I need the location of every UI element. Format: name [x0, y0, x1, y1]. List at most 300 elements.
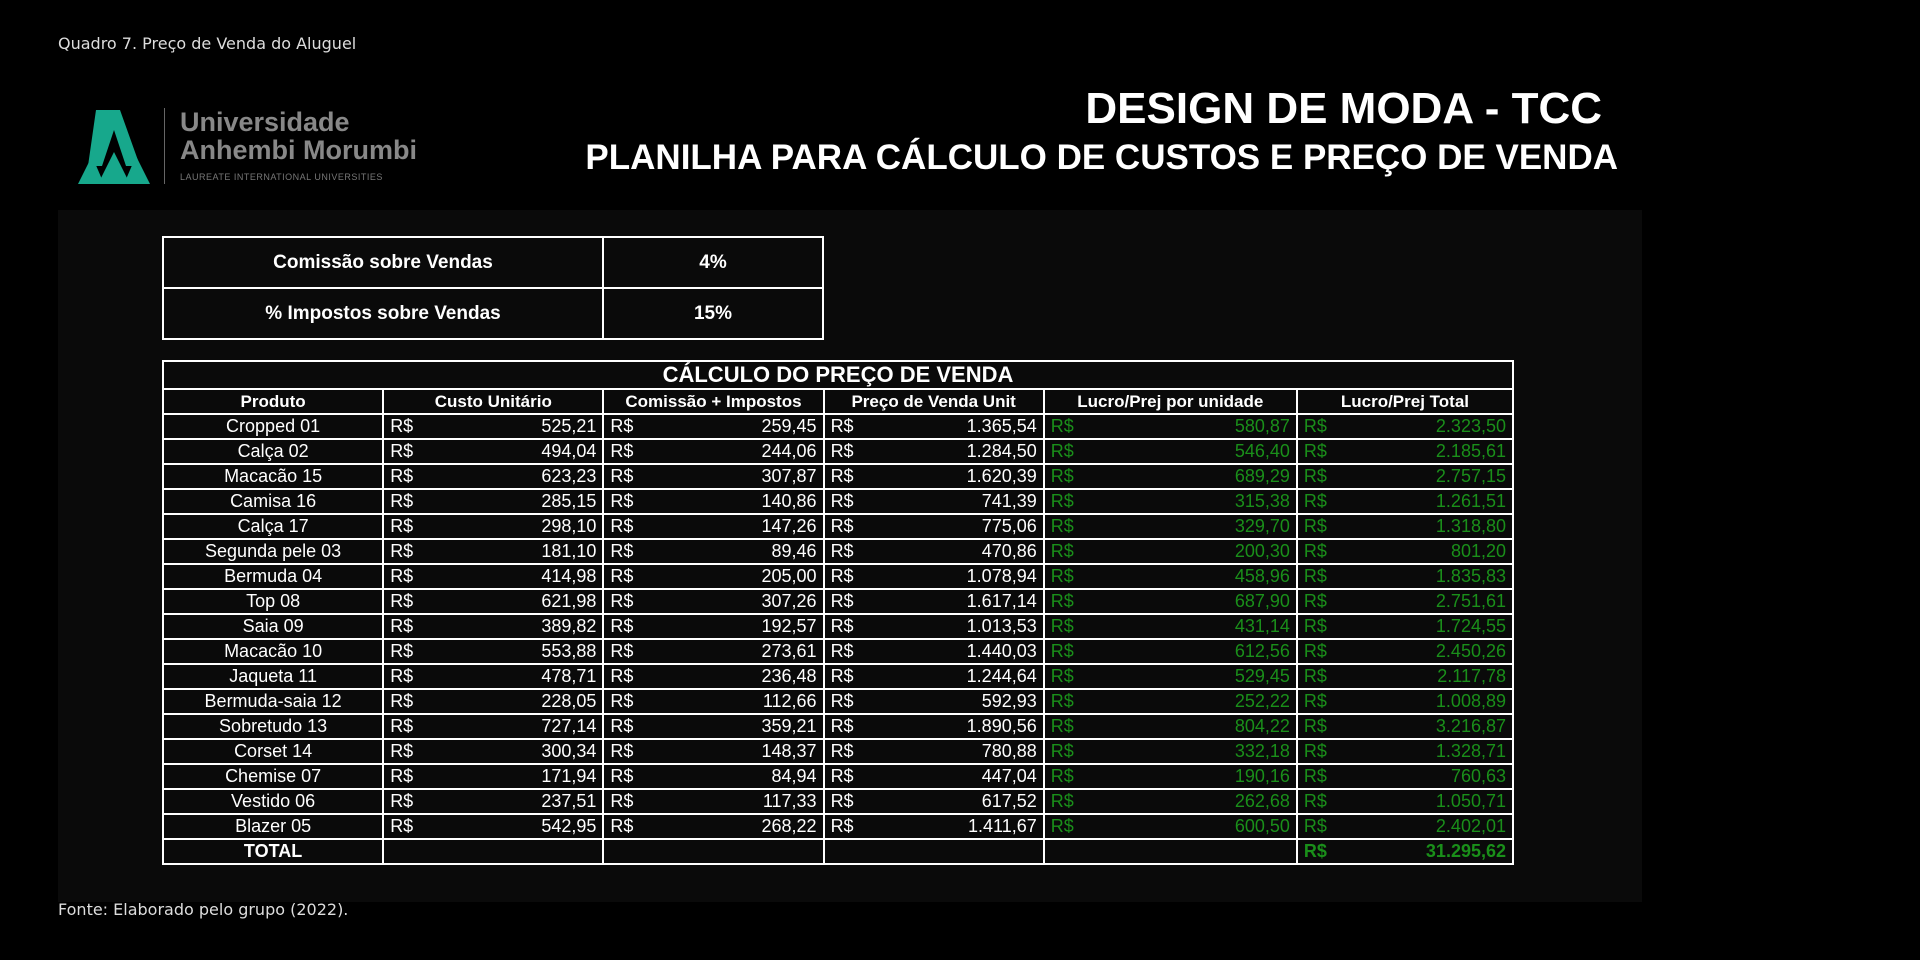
- currency-symbol: R$: [1303, 491, 1327, 511]
- currency-symbol: R$: [830, 591, 854, 611]
- currency-symbol: R$: [1050, 416, 1074, 436]
- table-title: CÁLCULO DO PREÇO DE VENDA: [163, 361, 1513, 389]
- currency-symbol: R$: [1303, 416, 1327, 436]
- amount: 1.365,54: [966, 416, 1037, 436]
- header-lucro-total: Lucro/Prej Total: [1297, 389, 1513, 414]
- amount: 1.261,51: [1435, 491, 1506, 511]
- amount: 117,33: [762, 791, 817, 811]
- product-name: Corset 14: [163, 739, 383, 764]
- amount: 689,29: [1234, 466, 1290, 486]
- currency-symbol: R$: [610, 791, 634, 811]
- custo-unitario-cell: [383, 414, 603, 439]
- currency-symbol: R$: [390, 491, 414, 511]
- comissao-impostos-cell: [603, 764, 823, 789]
- amount: 780,88: [981, 741, 1037, 761]
- product-name: Cropped 01: [163, 414, 383, 439]
- amount: 1.835,83: [1435, 566, 1506, 586]
- amount: 431,14: [1234, 616, 1290, 636]
- amount: 285,15: [541, 491, 597, 511]
- currency-symbol: R$: [610, 816, 634, 836]
- currency-symbol: R$: [1050, 741, 1074, 761]
- header-produto: Produto: [163, 389, 383, 414]
- preco-venda-cell: [824, 664, 1044, 689]
- amount: 621,98: [541, 591, 597, 611]
- amount: 389,82: [541, 616, 597, 636]
- amount: 298,10: [541, 516, 597, 536]
- amount: 1.620,39: [966, 466, 1037, 486]
- currency-symbol: R$: [390, 566, 414, 586]
- amount: 300,34: [541, 741, 597, 761]
- lucro-total-cell: [1297, 639, 1513, 664]
- custo-unitario-cell: [383, 739, 603, 764]
- currency-symbol: R$: [1303, 591, 1327, 611]
- currency-symbol: R$: [830, 741, 854, 761]
- product-name: Segunda pele 03: [163, 539, 383, 564]
- product-name: Jaqueta 11: [163, 664, 383, 689]
- parameters-table: [162, 236, 824, 340]
- currency-symbol: R$: [1303, 741, 1327, 761]
- amount: 2.402,01: [1435, 816, 1506, 836]
- currency-symbol: R$: [1303, 791, 1327, 811]
- product-name: Sobretudo 13: [163, 714, 383, 739]
- currency-symbol: R$: [1050, 591, 1074, 611]
- currency-symbol: R$: [390, 416, 414, 436]
- currency-symbol: R$: [1303, 516, 1327, 536]
- currency-symbol: R$: [610, 441, 634, 461]
- price-calculation-table: [162, 360, 1514, 865]
- currency-symbol: R$: [1303, 616, 1327, 636]
- currency-symbol: R$: [1303, 641, 1327, 661]
- amount: 1.328,71: [1435, 741, 1506, 761]
- preco-venda-cell: [824, 464, 1044, 489]
- amount: 307,87: [761, 466, 817, 486]
- product-name: Saia 09: [163, 614, 383, 639]
- currency-symbol: R$: [610, 741, 634, 761]
- table-row: [163, 764, 1513, 789]
- amount: 2.117,78: [1437, 666, 1506, 686]
- custo-unitario-cell: [383, 664, 603, 689]
- currency-symbol: R$: [1050, 666, 1074, 686]
- currency-symbol: R$: [1050, 541, 1074, 561]
- amount: 148,37: [761, 741, 817, 761]
- amount: 190,16: [1234, 766, 1290, 786]
- total-empty-cell: [603, 839, 823, 864]
- amount: 268,22: [761, 816, 817, 836]
- currency-symbol: R$: [1303, 666, 1327, 686]
- product-name: Macacão 10: [163, 639, 383, 664]
- total-label: TOTAL: [163, 839, 383, 864]
- amount: 2.757,15: [1435, 466, 1506, 486]
- currency-symbol: R$: [390, 766, 414, 786]
- table-row: [163, 639, 1513, 664]
- figure-caption: Quadro 7. Preço de Venda do Aluguel: [58, 34, 357, 53]
- amount: 1.724,55: [1435, 616, 1506, 636]
- currency-symbol: R$: [390, 791, 414, 811]
- comissao-impostos-cell: [603, 514, 823, 539]
- preco-venda-cell: [824, 689, 1044, 714]
- currency-symbol: R$: [1303, 541, 1327, 561]
- currency-symbol: R$: [610, 641, 634, 661]
- amount: 2.185,61: [1435, 441, 1506, 461]
- custo-unitario-cell: [383, 589, 603, 614]
- lucro-unidade-cell: [1044, 514, 1297, 539]
- custo-unitario-cell: [383, 514, 603, 539]
- lucro-total-cell: [1297, 789, 1513, 814]
- custo-unitario-cell: [383, 539, 603, 564]
- currency-symbol: R$: [1050, 816, 1074, 836]
- param-row: [163, 237, 823, 288]
- spreadsheet-panel: [58, 210, 1642, 902]
- currency-symbol: R$: [830, 641, 854, 661]
- header-row: [163, 389, 1513, 414]
- amount: 458,96: [1234, 566, 1290, 586]
- lucro-total-cell: [1297, 514, 1513, 539]
- table-row: [163, 789, 1513, 814]
- custo-unitario-cell: [383, 764, 603, 789]
- custo-unitario-cell: [383, 564, 603, 589]
- amount: 252,22: [1234, 691, 1290, 711]
- logo-divider: [164, 108, 165, 184]
- product-name: Camisa 16: [163, 489, 383, 514]
- amount: 1.008,89: [1435, 691, 1506, 711]
- university-logo: [78, 108, 438, 188]
- header-lucro-unidade: Lucro/Prej por unidade: [1044, 389, 1297, 414]
- amount: 617,52: [981, 791, 1037, 811]
- lucro-unidade-cell: [1044, 614, 1297, 639]
- custo-unitario-cell: [383, 489, 603, 514]
- comissao-impostos-cell: [603, 414, 823, 439]
- amount: 237,51: [541, 791, 597, 811]
- custo-unitario-cell: [383, 814, 603, 839]
- lucro-total-cell: [1297, 564, 1513, 589]
- lucro-total-cell: [1297, 739, 1513, 764]
- source-note: Fonte: Elaborado pelo grupo (2022).: [58, 900, 349, 919]
- preco-venda-cell: [824, 589, 1044, 614]
- custo-unitario-cell: [383, 614, 603, 639]
- amount: 529,45: [1234, 666, 1290, 686]
- currency-symbol: R$: [1303, 466, 1327, 486]
- preco-venda-cell: [824, 514, 1044, 539]
- amount: 262,68: [1234, 791, 1290, 811]
- currency-symbol: R$: [830, 516, 854, 536]
- lucro-unidade-cell: [1044, 589, 1297, 614]
- lucro-unidade-cell: [1044, 664, 1297, 689]
- preco-venda-cell: [824, 539, 1044, 564]
- currency-symbol: R$: [390, 691, 414, 711]
- lucro-unidade-cell: [1044, 439, 1297, 464]
- currency-symbol: R$: [830, 666, 854, 686]
- product-name: Bermuda 04: [163, 564, 383, 589]
- comissao-impostos-cell: [603, 689, 823, 714]
- amount: 89,46: [771, 541, 817, 561]
- currency-symbol: R$: [610, 591, 634, 611]
- param-label: % Impostos sobre Vendas: [163, 288, 603, 339]
- currency-symbol: R$: [1050, 491, 1074, 511]
- product-name: Top 08: [163, 589, 383, 614]
- currency-symbol: R$: [1050, 516, 1074, 536]
- amount: 1.890,56: [966, 716, 1037, 736]
- currency-symbol: R$: [610, 766, 634, 786]
- table-row: [163, 539, 1513, 564]
- comissao-impostos-cell: [603, 539, 823, 564]
- currency-symbol: R$: [610, 516, 634, 536]
- amount: 359,21: [761, 716, 817, 736]
- comissao-impostos-cell: [603, 789, 823, 814]
- amount: 315,38: [1234, 491, 1290, 511]
- amount: 414,98: [541, 566, 597, 586]
- currency-symbol: R$: [390, 591, 414, 611]
- preco-venda-cell: [824, 789, 1044, 814]
- amount: 307,26: [761, 591, 817, 611]
- table-row: [163, 589, 1513, 614]
- custo-unitario-cell: [383, 639, 603, 664]
- currency-symbol: R$: [830, 491, 854, 511]
- amount: 525,21: [541, 416, 597, 436]
- comissao-impostos-cell: [603, 439, 823, 464]
- lucro-total-cell: [1297, 464, 1513, 489]
- table-row: [163, 614, 1513, 639]
- comissao-impostos-cell: [603, 464, 823, 489]
- lucro-total-cell: [1297, 439, 1513, 464]
- amount: 2.751,61: [1435, 591, 1506, 611]
- currency-symbol: R$: [830, 616, 854, 636]
- currency-symbol: R$: [610, 541, 634, 561]
- logo-line1: Universidade: [180, 107, 350, 137]
- lucro-unidade-cell: [1044, 564, 1297, 589]
- amount: 592,93: [981, 691, 1037, 711]
- amount: 236,48: [761, 666, 817, 686]
- lucro-unidade-cell: [1044, 639, 1297, 664]
- amount: 1.050,71: [1435, 791, 1506, 811]
- amount: 228,05: [541, 691, 597, 711]
- currency-symbol: R$: [1303, 691, 1327, 711]
- lucro-total-cell: [1297, 539, 1513, 564]
- amount: 84,94: [771, 766, 817, 786]
- amount: 259,45: [761, 416, 817, 436]
- currency-symbol: R$: [610, 716, 634, 736]
- header-preco-venda: Preço de Venda Unit: [824, 389, 1044, 414]
- preco-venda-cell: [824, 439, 1044, 464]
- currency-symbol: R$: [1303, 716, 1327, 736]
- currency-symbol: R$: [610, 416, 634, 436]
- comissao-impostos-cell: [603, 639, 823, 664]
- preco-venda-cell: [824, 814, 1044, 839]
- currency-symbol: R$: [1303, 566, 1327, 586]
- amount: 332,18: [1234, 741, 1290, 761]
- header-comissao-impostos: Comissão + Impostos: [603, 389, 823, 414]
- currency-symbol: R$: [390, 441, 414, 461]
- amount: 542,95: [541, 816, 597, 836]
- comissao-impostos-cell: [603, 589, 823, 614]
- table-row: [163, 739, 1513, 764]
- currency-symbol: R$: [1303, 816, 1327, 836]
- amount: 478,71: [541, 666, 597, 686]
- table-row: [163, 514, 1513, 539]
- table-row: [163, 689, 1513, 714]
- total-empty-cell: [383, 839, 603, 864]
- custo-unitario-cell: [383, 789, 603, 814]
- preco-venda-cell: [824, 414, 1044, 439]
- amount: 192,57: [761, 616, 817, 636]
- total-empty-cell: [1044, 839, 1297, 864]
- currency-symbol: R$: [830, 466, 854, 486]
- product-name: Chemise 07: [163, 764, 383, 789]
- comissao-impostos-cell: [603, 664, 823, 689]
- product-name: Blazer 05: [163, 814, 383, 839]
- product-name: Calça 17: [163, 514, 383, 539]
- lucro-unidade-cell: [1044, 739, 1297, 764]
- lucro-total-cell: [1297, 714, 1513, 739]
- amount: 1.318,80: [1435, 516, 1506, 536]
- param-label: Comissão sobre Vendas: [163, 237, 603, 288]
- table-row: [163, 489, 1513, 514]
- amount: 1.284,50: [966, 441, 1037, 461]
- lucro-total-cell: [1297, 664, 1513, 689]
- header-custo-unitario: Custo Unitário: [383, 389, 603, 414]
- amount: 1.078,94: [966, 566, 1037, 586]
- amount: 580,87: [1234, 416, 1290, 436]
- amount: 801,20: [1450, 541, 1506, 561]
- total-row: [163, 839, 1513, 864]
- currency-symbol: R$: [610, 616, 634, 636]
- currency-symbol: R$: [610, 566, 634, 586]
- logo-line2: Anhembi Morumbi: [180, 135, 417, 165]
- total-amount: 31.295,62: [1425, 841, 1506, 861]
- currency-symbol: R$: [1050, 566, 1074, 586]
- currency-symbol: R$: [610, 466, 634, 486]
- lucro-unidade-cell: [1044, 464, 1297, 489]
- currency-symbol: R$: [1050, 616, 1074, 636]
- currency-symbol: R$: [610, 491, 634, 511]
- preco-venda-cell: [824, 489, 1044, 514]
- lucro-unidade-cell: [1044, 714, 1297, 739]
- amount: 553,88: [541, 641, 597, 661]
- comissao-impostos-cell: [603, 614, 823, 639]
- amount: 273,61: [761, 641, 817, 661]
- logo-subtitle: LAUREATE INTERNATIONAL UNIVERSITIES: [180, 172, 383, 182]
- currency-symbol: R$: [610, 666, 634, 686]
- lucro-total-cell: [1297, 414, 1513, 439]
- lucro-unidade-cell: [1044, 789, 1297, 814]
- currency-symbol: R$: [830, 816, 854, 836]
- amount: 741,39: [981, 491, 1037, 511]
- custo-unitario-cell: [383, 464, 603, 489]
- lucro-total-cell: [1297, 614, 1513, 639]
- amount: 1.440,03: [966, 641, 1037, 661]
- product-name: Calça 02: [163, 439, 383, 464]
- lucro-unidade-cell: [1044, 814, 1297, 839]
- lucro-total-cell: [1297, 489, 1513, 514]
- main-title: DESIGN DE MODA - TCC: [1085, 84, 1602, 133]
- table-row: [163, 814, 1513, 839]
- currency-symbol: R$: [1303, 766, 1327, 786]
- currency-symbol: R$: [830, 541, 854, 561]
- amount: 494,04: [541, 441, 597, 461]
- anhembi-morumbi-logo-icon: [78, 108, 150, 186]
- currency-symbol: R$: [830, 566, 854, 586]
- amount: 200,30: [1234, 541, 1290, 561]
- lucro-total-cell: [1297, 689, 1513, 714]
- table-title-row: [163, 361, 1513, 389]
- currency-symbol: R$: [390, 516, 414, 536]
- table-row: [163, 664, 1513, 689]
- currency-symbol: R$: [390, 616, 414, 636]
- amount: 244,06: [761, 441, 817, 461]
- currency-symbol: R$: [830, 441, 854, 461]
- lucro-total-cell: [1297, 814, 1513, 839]
- currency-symbol: R$: [1303, 841, 1327, 861]
- currency-symbol: R$: [390, 641, 414, 661]
- table-row: [163, 464, 1513, 489]
- lucro-total-cell: [1297, 764, 1513, 789]
- currency-symbol: R$: [390, 741, 414, 761]
- preco-venda-cell: [824, 564, 1044, 589]
- currency-symbol: R$: [1303, 441, 1327, 461]
- currency-symbol: R$: [390, 541, 414, 561]
- currency-symbol: R$: [830, 766, 854, 786]
- amount: 727,14: [541, 716, 597, 736]
- table-row: [163, 439, 1513, 464]
- preco-venda-cell: [824, 614, 1044, 639]
- currency-symbol: R$: [830, 416, 854, 436]
- amount: 1.013,53: [966, 616, 1037, 636]
- amount: 470,86: [981, 541, 1037, 561]
- amount: 329,70: [1234, 516, 1290, 536]
- sub-title: PLANILHA PARA CÁLCULO DE CUSTOS E PREÇO DE VENDA: [585, 138, 1618, 177]
- product-name: Vestido 06: [163, 789, 383, 814]
- currency-symbol: R$: [1050, 716, 1074, 736]
- lucro-unidade-cell: [1044, 414, 1297, 439]
- comissao-impostos-cell: [603, 564, 823, 589]
- lucro-total-cell: [1297, 589, 1513, 614]
- amount: 1.617,14: [966, 591, 1037, 611]
- custo-unitario-cell: [383, 714, 603, 739]
- amount: 687,90: [1234, 591, 1290, 611]
- currency-symbol: R$: [390, 816, 414, 836]
- preco-venda-cell: [824, 714, 1044, 739]
- table-row: [163, 714, 1513, 739]
- currency-symbol: R$: [1050, 466, 1074, 486]
- comissao-impostos-cell: [603, 714, 823, 739]
- lucro-unidade-cell: [1044, 764, 1297, 789]
- currency-symbol: R$: [830, 791, 854, 811]
- amount: 1.411,67: [968, 816, 1037, 836]
- comissao-impostos-cell: [603, 739, 823, 764]
- preco-venda-cell: [824, 764, 1044, 789]
- amount: 112,66: [762, 691, 817, 711]
- custo-unitario-cell: [383, 689, 603, 714]
- preco-venda-cell: [824, 739, 1044, 764]
- amount: 447,04: [981, 766, 1037, 786]
- product-name: Bermuda-saia 12: [163, 689, 383, 714]
- amount: 804,22: [1234, 716, 1290, 736]
- currency-symbol: R$: [1050, 691, 1074, 711]
- currency-symbol: R$: [830, 716, 854, 736]
- amount: 181,10: [541, 541, 597, 561]
- currency-symbol: R$: [1050, 641, 1074, 661]
- param-row: [163, 288, 823, 339]
- lucro-unidade-cell: [1044, 489, 1297, 514]
- amount: 760,63: [1450, 766, 1506, 786]
- lucro-unidade-cell: [1044, 539, 1297, 564]
- amount: 147,26: [761, 516, 817, 536]
- amount: 171,94: [541, 766, 597, 786]
- currency-symbol: R$: [1050, 766, 1074, 786]
- amount: 546,40: [1234, 441, 1290, 461]
- param-value: 4%: [603, 237, 823, 288]
- table-row: [163, 414, 1513, 439]
- custo-unitario-cell: [383, 439, 603, 464]
